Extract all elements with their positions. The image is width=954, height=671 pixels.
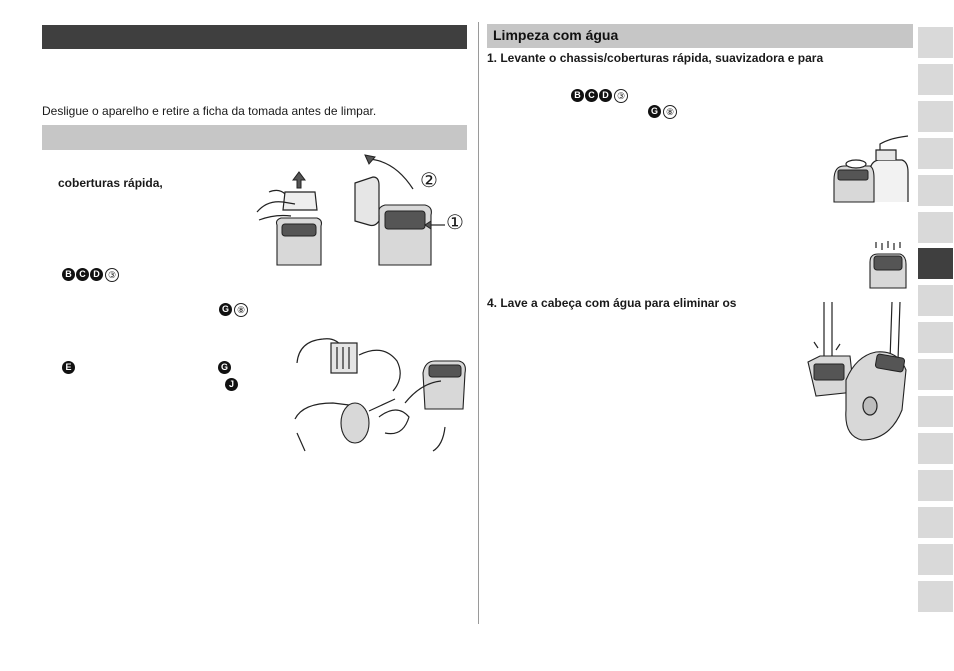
reference-e xyxy=(62,359,76,377)
letter-b-icon: B xyxy=(571,89,584,102)
right-reference-g-8 xyxy=(648,103,677,121)
letter-c-icon: C xyxy=(585,89,598,102)
letter-g-icon: G xyxy=(648,105,661,118)
circled-number: ③ xyxy=(105,268,119,282)
side-tab xyxy=(918,138,953,169)
header-bar xyxy=(42,25,467,49)
subheader-bar xyxy=(42,125,467,150)
letter-d-icon: D xyxy=(90,268,103,281)
circled-number: ⑧ xyxy=(663,105,677,119)
illustration-lift-cap xyxy=(255,170,330,265)
reference-g-8 xyxy=(219,301,248,319)
section-title: Limpeza com água xyxy=(493,27,619,43)
side-tab xyxy=(918,544,953,575)
reference-j xyxy=(225,376,239,394)
callout-2: ② xyxy=(420,170,438,192)
callout-1: ① xyxy=(446,212,464,234)
letter-e-icon: E xyxy=(62,361,75,374)
side-tab xyxy=(918,27,953,58)
side-tab xyxy=(918,322,953,353)
side-tab xyxy=(918,212,953,243)
reference-g xyxy=(218,359,232,377)
side-tab xyxy=(918,359,953,390)
side-tab xyxy=(918,175,953,206)
reference-bcd-3 xyxy=(62,266,119,284)
side-tab xyxy=(918,285,953,316)
side-tab xyxy=(918,396,953,427)
side-tab xyxy=(918,507,953,538)
illustration-soap-dispenser xyxy=(830,132,910,202)
step-4-text: 4. Lave a cabeça com água para eliminar os xyxy=(487,296,737,310)
letter-d-icon: D xyxy=(599,89,612,102)
letter-c-icon: C xyxy=(76,268,89,281)
intro-text: Desligue o aparelho e retire a ficha da tomada antes de limpar. xyxy=(42,104,377,118)
letter-b-icon: B xyxy=(62,268,75,281)
side-tab xyxy=(918,64,953,95)
letter-g-icon: G xyxy=(218,361,231,374)
side-tab xyxy=(918,433,953,464)
letter-j-icon: J xyxy=(225,378,238,391)
side-tab xyxy=(918,101,953,132)
side-tab xyxy=(918,248,953,279)
side-tab xyxy=(918,581,953,612)
illustration-rinse-head xyxy=(806,300,914,445)
circled-number: ③ xyxy=(614,89,628,103)
letter-g-icon: G xyxy=(219,303,232,316)
circled-number: ⑧ xyxy=(234,303,248,317)
column-divider xyxy=(478,22,479,624)
right-reference-bcd-3 xyxy=(571,87,628,105)
illustration-brush-cleaning xyxy=(293,333,468,453)
section-bar xyxy=(487,24,913,48)
side-tab xyxy=(918,470,953,501)
step-text: coberturas rápida, xyxy=(58,176,163,190)
illustration-foam-head xyxy=(866,240,911,288)
step-1-text: 1. Levante o chassis/coberturas rápida, suavizadora e para xyxy=(487,51,824,65)
